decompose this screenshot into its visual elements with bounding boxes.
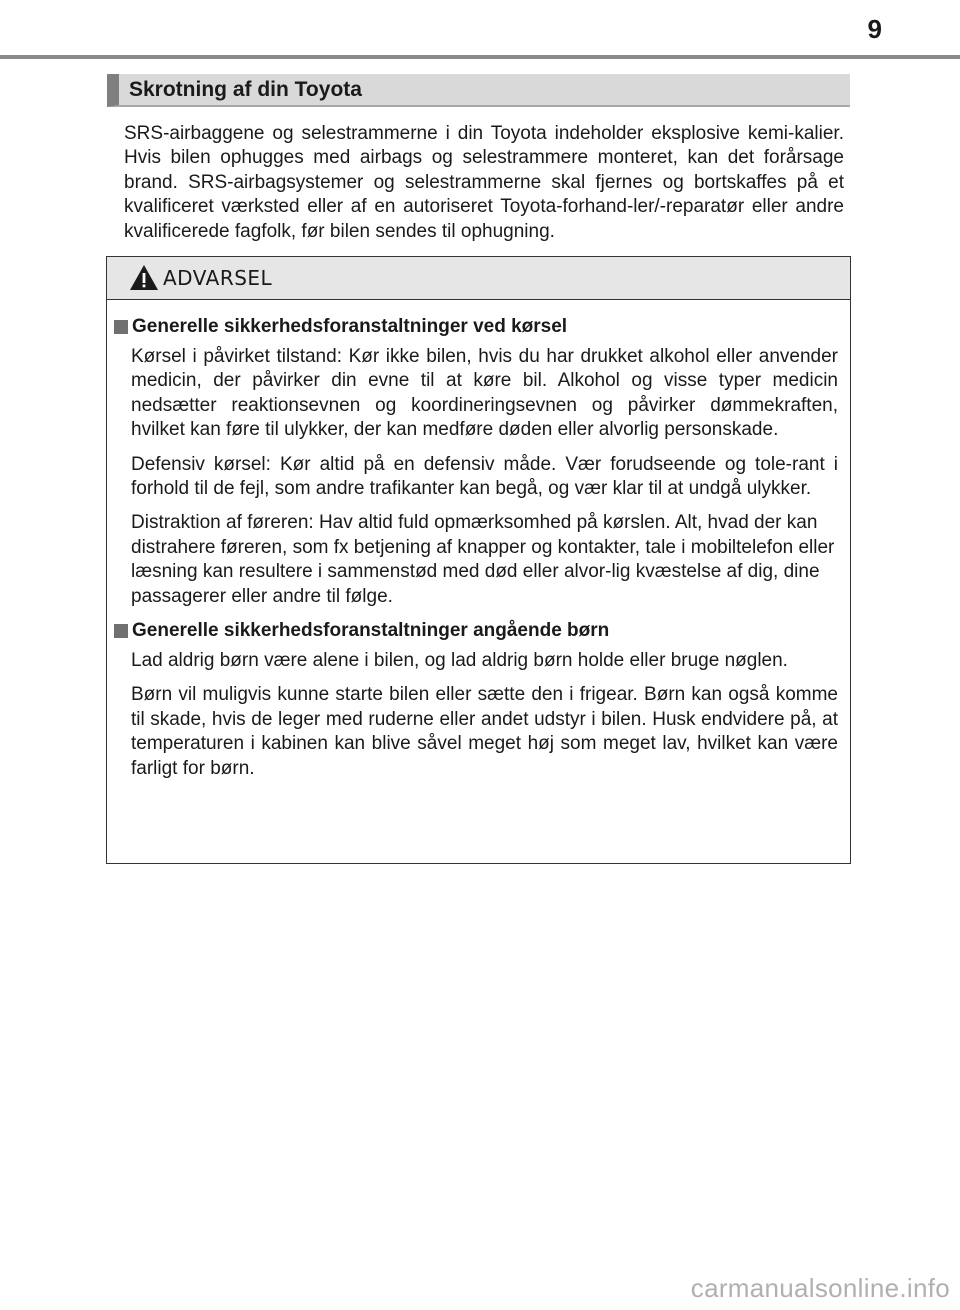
item-heading-text: Generelle sikkerhedsforanstaltninger ved kørsel bbox=[132, 316, 568, 337]
warning-body bbox=[107, 315, 850, 791]
warning-box bbox=[106, 256, 851, 864]
warning-paragraph: Børn vil muligvis kunne starte bilen eller sætte den i frigear. Børn kan også komme til skade, hvis de leger med ruderne eller andet udstyr i bilen. Husk endvidere på, at temperaturen i kabinen kan blive såvel meget høj som meget lav, hvilket kan være farligt for børn. bbox=[131, 684, 838, 779]
warning-paragraph: Distraktion af føreren: Hav altid fuld opmærksomhed på kørslen. Alt, hvad der kan distrahere føreren, som fx betjening af knapper og kontakter, tale i mobiltelefon eller læsning kan resultere i sammenstød med død eller alvor-lig kvæstelse af dig, dine passagerer eller andre til følge. bbox=[131, 512, 835, 607]
warning-paragraph: Defensiv kørsel: Kør altid på en defensiv måde. Vær forudseende og tole-rant i forhold til de fejl, som andre trafikanter kan begå, og vær klar til at undgå ulykker. bbox=[131, 453, 838, 500]
warning-triangle-icon bbox=[129, 264, 159, 291]
section-header bbox=[107, 74, 850, 107]
section-title: Skrotning af din Toyota bbox=[129, 78, 362, 101]
item-heading-text: Generelle sikkerhedsforanstaltninger angående børn bbox=[132, 620, 610, 642]
warning-header bbox=[107, 257, 850, 300]
top-rule bbox=[0, 55, 960, 59]
warning-paragraph: Kørsel i påvirket tilstand: Kør ikke bilen, hvis du har drukket alkohol eller anvender medicin, der påvirker din evne til at køre bil. Alkohol og visse typer medicin nedsætter reaktionsevnen og koordineringsevnen og påvirker dømmekraften, hvilket kan føre til ulykker, der kan medføre døden eller alvorlig personskade. bbox=[131, 346, 838, 441]
page-number: 9 bbox=[867, 14, 882, 44]
square-bullet-icon bbox=[114, 624, 128, 638]
intro-paragraph: SRS-airbaggene og selestrammerne i din Toyota indeholder eksplosive kemi-kalier. Hvis bilen ophugges med airbags og selestrammere monteret, kan det forårsage brand. SRS-airbagsystemer og selestrammerne skal fjernes og bortskaffes på et kvalificeret værksted eller af en autoriseret Toyota-forhand-ler/-reparatør eller andre kvalificerede fagfolk, før bilen sendes til ophugning. bbox=[124, 123, 844, 242]
warning-paragraph: Lad aldrig børn være alene i bilen, og lad aldrig børn holde eller bruge nøglen. bbox=[131, 650, 788, 672]
square-bullet-icon bbox=[114, 320, 128, 334]
warning-item-heading bbox=[107, 315, 850, 339]
footer-watermark: carmanualsonline.info bbox=[690, 1273, 950, 1303]
warning-title: ADVARSEL bbox=[163, 266, 273, 290]
warning-item-heading bbox=[107, 619, 850, 643]
